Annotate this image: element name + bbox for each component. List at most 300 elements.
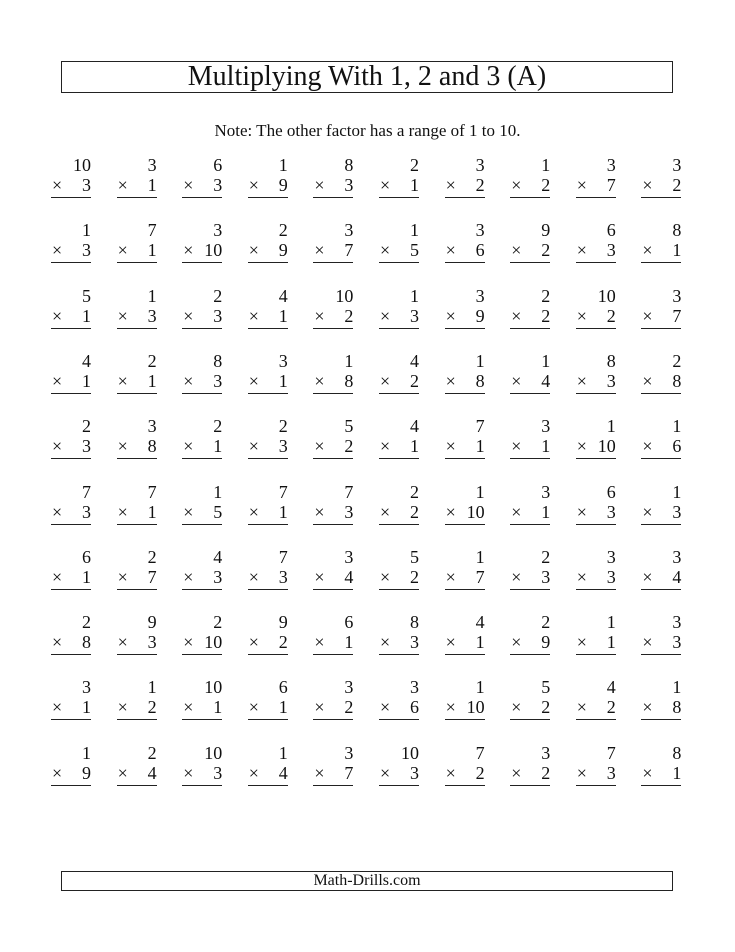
multiply-sign: × [642, 175, 653, 195]
top-factor: 1 [147, 677, 157, 698]
bottom-factor: 6 [672, 436, 682, 457]
multiplication-problem [51, 351, 93, 399]
bottom-factor-line [379, 632, 419, 655]
multiply-sign: × [314, 501, 325, 522]
multiply-sign: × [117, 697, 128, 718]
top-factor: 1 [475, 546, 485, 567]
multiply-sign: × [511, 436, 522, 457]
multiplication-problem [313, 286, 355, 334]
bottom-factor-line [576, 502, 616, 525]
multiply-sign: × [380, 370, 391, 391]
multiply-sign: × [380, 566, 391, 587]
bottom-factor-line [51, 306, 91, 329]
bottom-factor: 7 [344, 240, 354, 261]
multiply-sign: × [52, 501, 63, 522]
bottom-factor: 3 [82, 175, 91, 195]
multiply-sign: × [511, 762, 522, 783]
multiplication-problem [117, 547, 159, 595]
multiply-sign: × [314, 305, 325, 326]
bottom-factor-line [379, 306, 419, 329]
multiply-sign: × [576, 697, 587, 718]
bottom-factor-line [445, 240, 485, 263]
multiply-sign: × [380, 436, 391, 457]
bottom-factor-line [641, 567, 681, 590]
multiplication-problem [313, 743, 355, 791]
multiplication-problem [641, 677, 683, 725]
bottom-factor-line [51, 567, 91, 590]
top-factor: 3 [672, 155, 682, 175]
bottom-factor: 1 [82, 305, 91, 326]
footer-box [61, 871, 673, 891]
bottom-factor-line [117, 632, 157, 655]
bottom-factor: 1 [278, 501, 288, 522]
worksheet-title: Multiplying With 1, 2 and 3 (A) [187, 61, 547, 92]
bottom-factor-line [510, 697, 550, 720]
multiply-sign: × [380, 697, 391, 718]
bottom-factor: 2 [410, 370, 419, 391]
multiply-sign: × [117, 501, 128, 522]
top-factor: 1 [475, 481, 485, 502]
top-factor: 3 [278, 350, 288, 371]
bottom-factor: 2 [672, 175, 682, 195]
bottom-factor: 3 [147, 305, 157, 326]
bottom-factor: 2 [410, 501, 419, 522]
multiplication-problem [510, 547, 552, 595]
multiplication-problem [313, 547, 355, 595]
top-factor: 3 [147, 416, 157, 437]
multiply-sign: × [183, 305, 194, 326]
bottom-factor-line [117, 567, 157, 590]
multiplication-problem [379, 416, 421, 464]
bottom-factor: 1 [344, 632, 354, 653]
multiplication-problem [641, 482, 683, 530]
bottom-factor-line [182, 697, 222, 720]
multiply-sign: × [576, 175, 587, 195]
multiplication-problem [510, 677, 552, 725]
top-factor: 3 [541, 481, 551, 502]
bottom-factor-line [117, 502, 157, 525]
bottom-factor-line [182, 567, 222, 590]
multiply-sign: × [445, 370, 456, 391]
top-factor: 3 [606, 546, 616, 567]
bottom-factor-line [641, 436, 681, 459]
bottom-factor: 3 [278, 566, 288, 587]
bottom-factor-line [510, 763, 550, 786]
multiplication-problem [117, 482, 159, 530]
multiply-sign: × [248, 501, 259, 522]
top-factor: 1 [541, 155, 551, 175]
bottom-factor: 3 [344, 501, 354, 522]
multiplication-problem [117, 416, 159, 464]
bottom-factor-line [576, 306, 616, 329]
bottom-factor: 8 [82, 632, 91, 653]
multiply-sign: × [183, 762, 194, 783]
multiply-sign: × [576, 240, 587, 261]
worksheet-title-box [61, 61, 673, 93]
multiplication-problem [576, 155, 618, 203]
multiplication-problem [117, 286, 159, 334]
top-factor: 5 [541, 677, 551, 698]
bottom-factor-line [510, 240, 550, 263]
multiplication-problem [51, 482, 93, 530]
bottom-factor: 4 [278, 762, 288, 783]
bottom-factor: 2 [344, 305, 354, 326]
multiplication-problem [182, 482, 224, 530]
multiply-sign: × [380, 305, 391, 326]
bottom-factor: 8 [475, 370, 485, 391]
bottom-factor: 7 [344, 762, 354, 783]
multiply-sign: × [511, 175, 522, 195]
multiplication-problem [117, 612, 159, 660]
multiply-sign: × [576, 501, 587, 522]
multiplication-problem [379, 547, 421, 595]
top-factor: 5 [82, 285, 91, 306]
bottom-factor-line [117, 371, 157, 394]
top-factor: 7 [344, 481, 354, 502]
bottom-factor-line [510, 371, 550, 394]
multiplication-problem [379, 482, 421, 530]
top-factor: 2 [278, 416, 288, 437]
top-factor: 8 [410, 612, 419, 633]
multiplication-problem [248, 351, 290, 399]
bottom-factor: 3 [606, 370, 616, 391]
top-factor: 4 [410, 350, 419, 371]
multiply-sign: × [117, 632, 128, 653]
bottom-factor-line [51, 697, 91, 720]
top-factor: 1 [672, 677, 682, 698]
multiply-sign: × [314, 762, 325, 783]
top-factor: 3 [475, 220, 485, 241]
multiplication-problem [379, 351, 421, 399]
top-factor: 7 [82, 481, 91, 502]
bottom-factor: 3 [606, 501, 616, 522]
bottom-factor: 8 [672, 697, 682, 718]
bottom-factor: 3 [82, 501, 91, 522]
bottom-factor: 2 [541, 305, 551, 326]
multiply-sign: × [117, 305, 128, 326]
multiply-sign: × [248, 762, 259, 783]
multiply-sign: × [445, 240, 456, 261]
multiply-sign: × [445, 697, 456, 718]
multiply-sign: × [642, 436, 653, 457]
footer-text: Math-Drills.com [313, 872, 421, 889]
multiply-sign: × [380, 762, 391, 783]
multiply-sign: × [183, 566, 194, 587]
multiplication-problem [51, 286, 93, 334]
top-factor: 5 [344, 416, 354, 437]
multiplication-problem [379, 612, 421, 660]
multiply-sign: × [642, 501, 653, 522]
bottom-factor-line [379, 502, 419, 525]
bottom-factor: 1 [606, 632, 616, 653]
multiplication-problem [313, 612, 355, 660]
multiplication-problem [510, 220, 552, 268]
top-factor: 3 [344, 742, 354, 763]
bottom-factor: 3 [82, 240, 91, 261]
bottom-factor: 4 [672, 566, 682, 587]
multiplication-problem [313, 416, 355, 464]
bottom-factor: 10 [204, 632, 223, 653]
multiplication-problem [182, 743, 224, 791]
bottom-factor-line [117, 436, 157, 459]
bottom-factor-line [182, 371, 222, 394]
multiply-sign: × [511, 632, 522, 653]
multiplication-problem [51, 743, 93, 791]
bottom-factor: 7 [672, 305, 682, 326]
multiply-sign: × [248, 566, 259, 587]
bottom-factor-line [117, 240, 157, 263]
bottom-factor-line [248, 175, 288, 198]
bottom-factor: 1 [147, 501, 157, 522]
top-factor: 2 [672, 350, 682, 371]
multiply-sign: × [445, 566, 456, 587]
bottom-factor-line [510, 306, 550, 329]
top-factor: 6 [606, 481, 616, 502]
multiply-sign: × [52, 632, 63, 653]
multiply-sign: × [576, 762, 587, 783]
bottom-factor: 2 [278, 632, 288, 653]
bottom-factor-line [445, 763, 485, 786]
bottom-factor: 2 [475, 175, 485, 195]
bottom-factor-line [576, 697, 616, 720]
multiply-sign: × [248, 632, 259, 653]
top-factor: 10 [204, 677, 223, 698]
multiply-sign: × [314, 175, 325, 195]
bottom-factor: 1 [410, 436, 419, 457]
top-factor: 1 [410, 220, 419, 241]
bottom-factor: 9 [475, 305, 485, 326]
multiply-sign: × [314, 436, 325, 457]
top-factor: 3 [82, 677, 91, 698]
multiplication-problem [313, 677, 355, 725]
multiply-sign: × [576, 305, 587, 326]
multiplication-problem [379, 220, 421, 268]
top-factor: 8 [213, 350, 223, 371]
top-factor: 4 [213, 546, 223, 567]
top-factor: 8 [672, 220, 682, 241]
bottom-factor-line [248, 763, 288, 786]
multiply-sign: × [183, 370, 194, 391]
multiplication-problem [51, 612, 93, 660]
bottom-factor-line [182, 763, 222, 786]
top-factor: 7 [278, 546, 288, 567]
bottom-factor-line [641, 763, 681, 786]
multiply-sign: × [511, 305, 522, 326]
bottom-factor: 2 [541, 697, 551, 718]
multiplication-problem [445, 612, 487, 660]
top-factor: 7 [475, 416, 485, 437]
multiplication-problem [379, 743, 421, 791]
multiply-sign: × [52, 240, 63, 261]
bottom-factor-line [641, 632, 681, 655]
multiply-sign: × [314, 632, 325, 653]
multiplication-problem [248, 286, 290, 334]
top-factor: 1 [475, 677, 485, 698]
multiply-sign: × [117, 762, 128, 783]
multiplication-problem [510, 612, 552, 660]
bottom-factor-line [182, 632, 222, 655]
multiply-sign: × [248, 370, 259, 391]
bottom-factor: 1 [82, 370, 91, 391]
top-factor: 1 [278, 155, 288, 175]
top-factor: 2 [213, 612, 223, 633]
top-factor: 7 [475, 742, 485, 763]
multiply-sign: × [183, 697, 194, 718]
bottom-factor: 3 [278, 436, 288, 457]
top-factor: 2 [213, 285, 223, 306]
bottom-factor-line [51, 436, 91, 459]
multiplication-problem [510, 155, 552, 203]
multiplication-problem [445, 155, 487, 203]
multiplication-problem [641, 220, 683, 268]
bottom-factor: 8 [672, 370, 682, 391]
bottom-factor-line [313, 763, 353, 786]
bottom-factor: 6 [475, 240, 485, 261]
bottom-factor-line [510, 567, 550, 590]
bottom-factor: 1 [541, 436, 551, 457]
top-factor: 3 [672, 612, 682, 633]
top-factor: 2 [410, 155, 419, 175]
bottom-factor: 1 [475, 632, 485, 653]
multiply-sign: × [314, 240, 325, 261]
bottom-factor: 9 [82, 762, 91, 783]
multiplication-problem [445, 547, 487, 595]
multiplication-problem [51, 677, 93, 725]
bottom-factor: 4 [344, 566, 354, 587]
bottom-factor: 2 [541, 240, 551, 261]
bottom-factor: 3 [606, 566, 616, 587]
bottom-factor-line [313, 371, 353, 394]
bottom-factor: 6 [410, 697, 419, 718]
bottom-factor: 2 [606, 305, 616, 326]
top-factor: 8 [344, 155, 354, 175]
bottom-factor-line [445, 306, 485, 329]
multiplication-problem [510, 351, 552, 399]
bottom-factor: 8 [147, 436, 157, 457]
multiplication-problem [182, 155, 224, 203]
multiply-sign: × [445, 632, 456, 653]
top-factor: 3 [475, 155, 485, 175]
bottom-factor: 10 [466, 501, 485, 522]
multiply-sign: × [248, 436, 259, 457]
bottom-factor-line [248, 567, 288, 590]
multiplication-problem [641, 155, 683, 203]
bottom-factor: 2 [147, 697, 157, 718]
multiply-sign: × [642, 762, 653, 783]
bottom-factor: 9 [541, 632, 551, 653]
multiplication-problem [51, 155, 93, 203]
bottom-factor: 1 [475, 436, 485, 457]
bottom-factor: 1 [147, 240, 157, 261]
bottom-factor: 3 [606, 762, 616, 783]
top-factor: 2 [410, 481, 419, 502]
top-factor: 10 [335, 285, 354, 306]
multiplication-problem [248, 743, 290, 791]
multiplication-problem [182, 351, 224, 399]
bottom-factor-line [117, 175, 157, 198]
bottom-factor: 4 [541, 370, 551, 391]
bottom-factor: 3 [672, 632, 682, 653]
top-factor: 3 [410, 677, 419, 698]
top-factor: 4 [475, 612, 485, 633]
multiply-sign: × [117, 240, 128, 261]
bottom-factor-line [248, 371, 288, 394]
multiplication-problem [445, 416, 487, 464]
bottom-factor-line [248, 436, 288, 459]
bottom-factor-line [576, 763, 616, 786]
multiplication-problem [117, 155, 159, 203]
top-factor: 5 [410, 546, 419, 567]
bottom-factor-line [379, 371, 419, 394]
multiply-sign: × [511, 697, 522, 718]
top-factor: 2 [541, 546, 551, 567]
top-factor: 1 [82, 742, 91, 763]
bottom-factor: 1 [410, 175, 419, 195]
multiplication-problem [248, 677, 290, 725]
bottom-factor: 2 [541, 762, 551, 783]
multiplication-problem [576, 547, 618, 595]
bottom-factor: 3 [410, 762, 419, 783]
multiplication-problem [117, 351, 159, 399]
multiply-sign: × [183, 240, 194, 261]
top-factor: 3 [672, 546, 682, 567]
multiplication-problem [51, 220, 93, 268]
bottom-factor-line [313, 240, 353, 263]
bottom-factor-line [576, 567, 616, 590]
bottom-factor-line [182, 240, 222, 263]
multiply-sign: × [117, 436, 128, 457]
multiplication-problem [182, 547, 224, 595]
top-factor: 3 [672, 285, 682, 306]
multiplication-problem [576, 482, 618, 530]
multiplication-problem [641, 547, 683, 595]
multiply-sign: × [183, 501, 194, 522]
multiplication-problem [510, 416, 552, 464]
bottom-factor-line [445, 175, 485, 198]
multiply-sign: × [576, 566, 587, 587]
bottom-factor-line [313, 175, 353, 198]
multiplication-problem [182, 286, 224, 334]
multiply-sign: × [576, 436, 587, 457]
problem-grid [51, 155, 691, 795]
multiply-sign: × [117, 175, 128, 195]
multiply-sign: × [642, 240, 653, 261]
multiply-sign: × [445, 175, 456, 195]
multiplication-problem [641, 286, 683, 334]
bottom-factor: 2 [606, 697, 616, 718]
bottom-factor-line [510, 175, 550, 198]
multiply-sign: × [52, 436, 63, 457]
bottom-factor: 3 [344, 175, 354, 195]
bottom-factor-line [445, 436, 485, 459]
multiply-sign: × [52, 762, 63, 783]
top-factor: 2 [147, 742, 157, 763]
top-factor: 1 [672, 481, 682, 502]
multiplication-problem [445, 286, 487, 334]
multiply-sign: × [248, 175, 259, 195]
range-note: Note: The other factor has a range of 1 to 10. [214, 121, 521, 140]
bottom-factor-line [182, 436, 222, 459]
multiply-sign: × [642, 566, 653, 587]
top-factor: 6 [606, 220, 616, 241]
multiplication-problem [248, 547, 290, 595]
bottom-factor: 9 [278, 240, 288, 261]
bottom-factor-line [641, 371, 681, 394]
bottom-factor-line [445, 502, 485, 525]
top-factor: 2 [278, 220, 288, 241]
bottom-factor: 9 [278, 175, 288, 195]
bottom-factor-line [248, 240, 288, 263]
